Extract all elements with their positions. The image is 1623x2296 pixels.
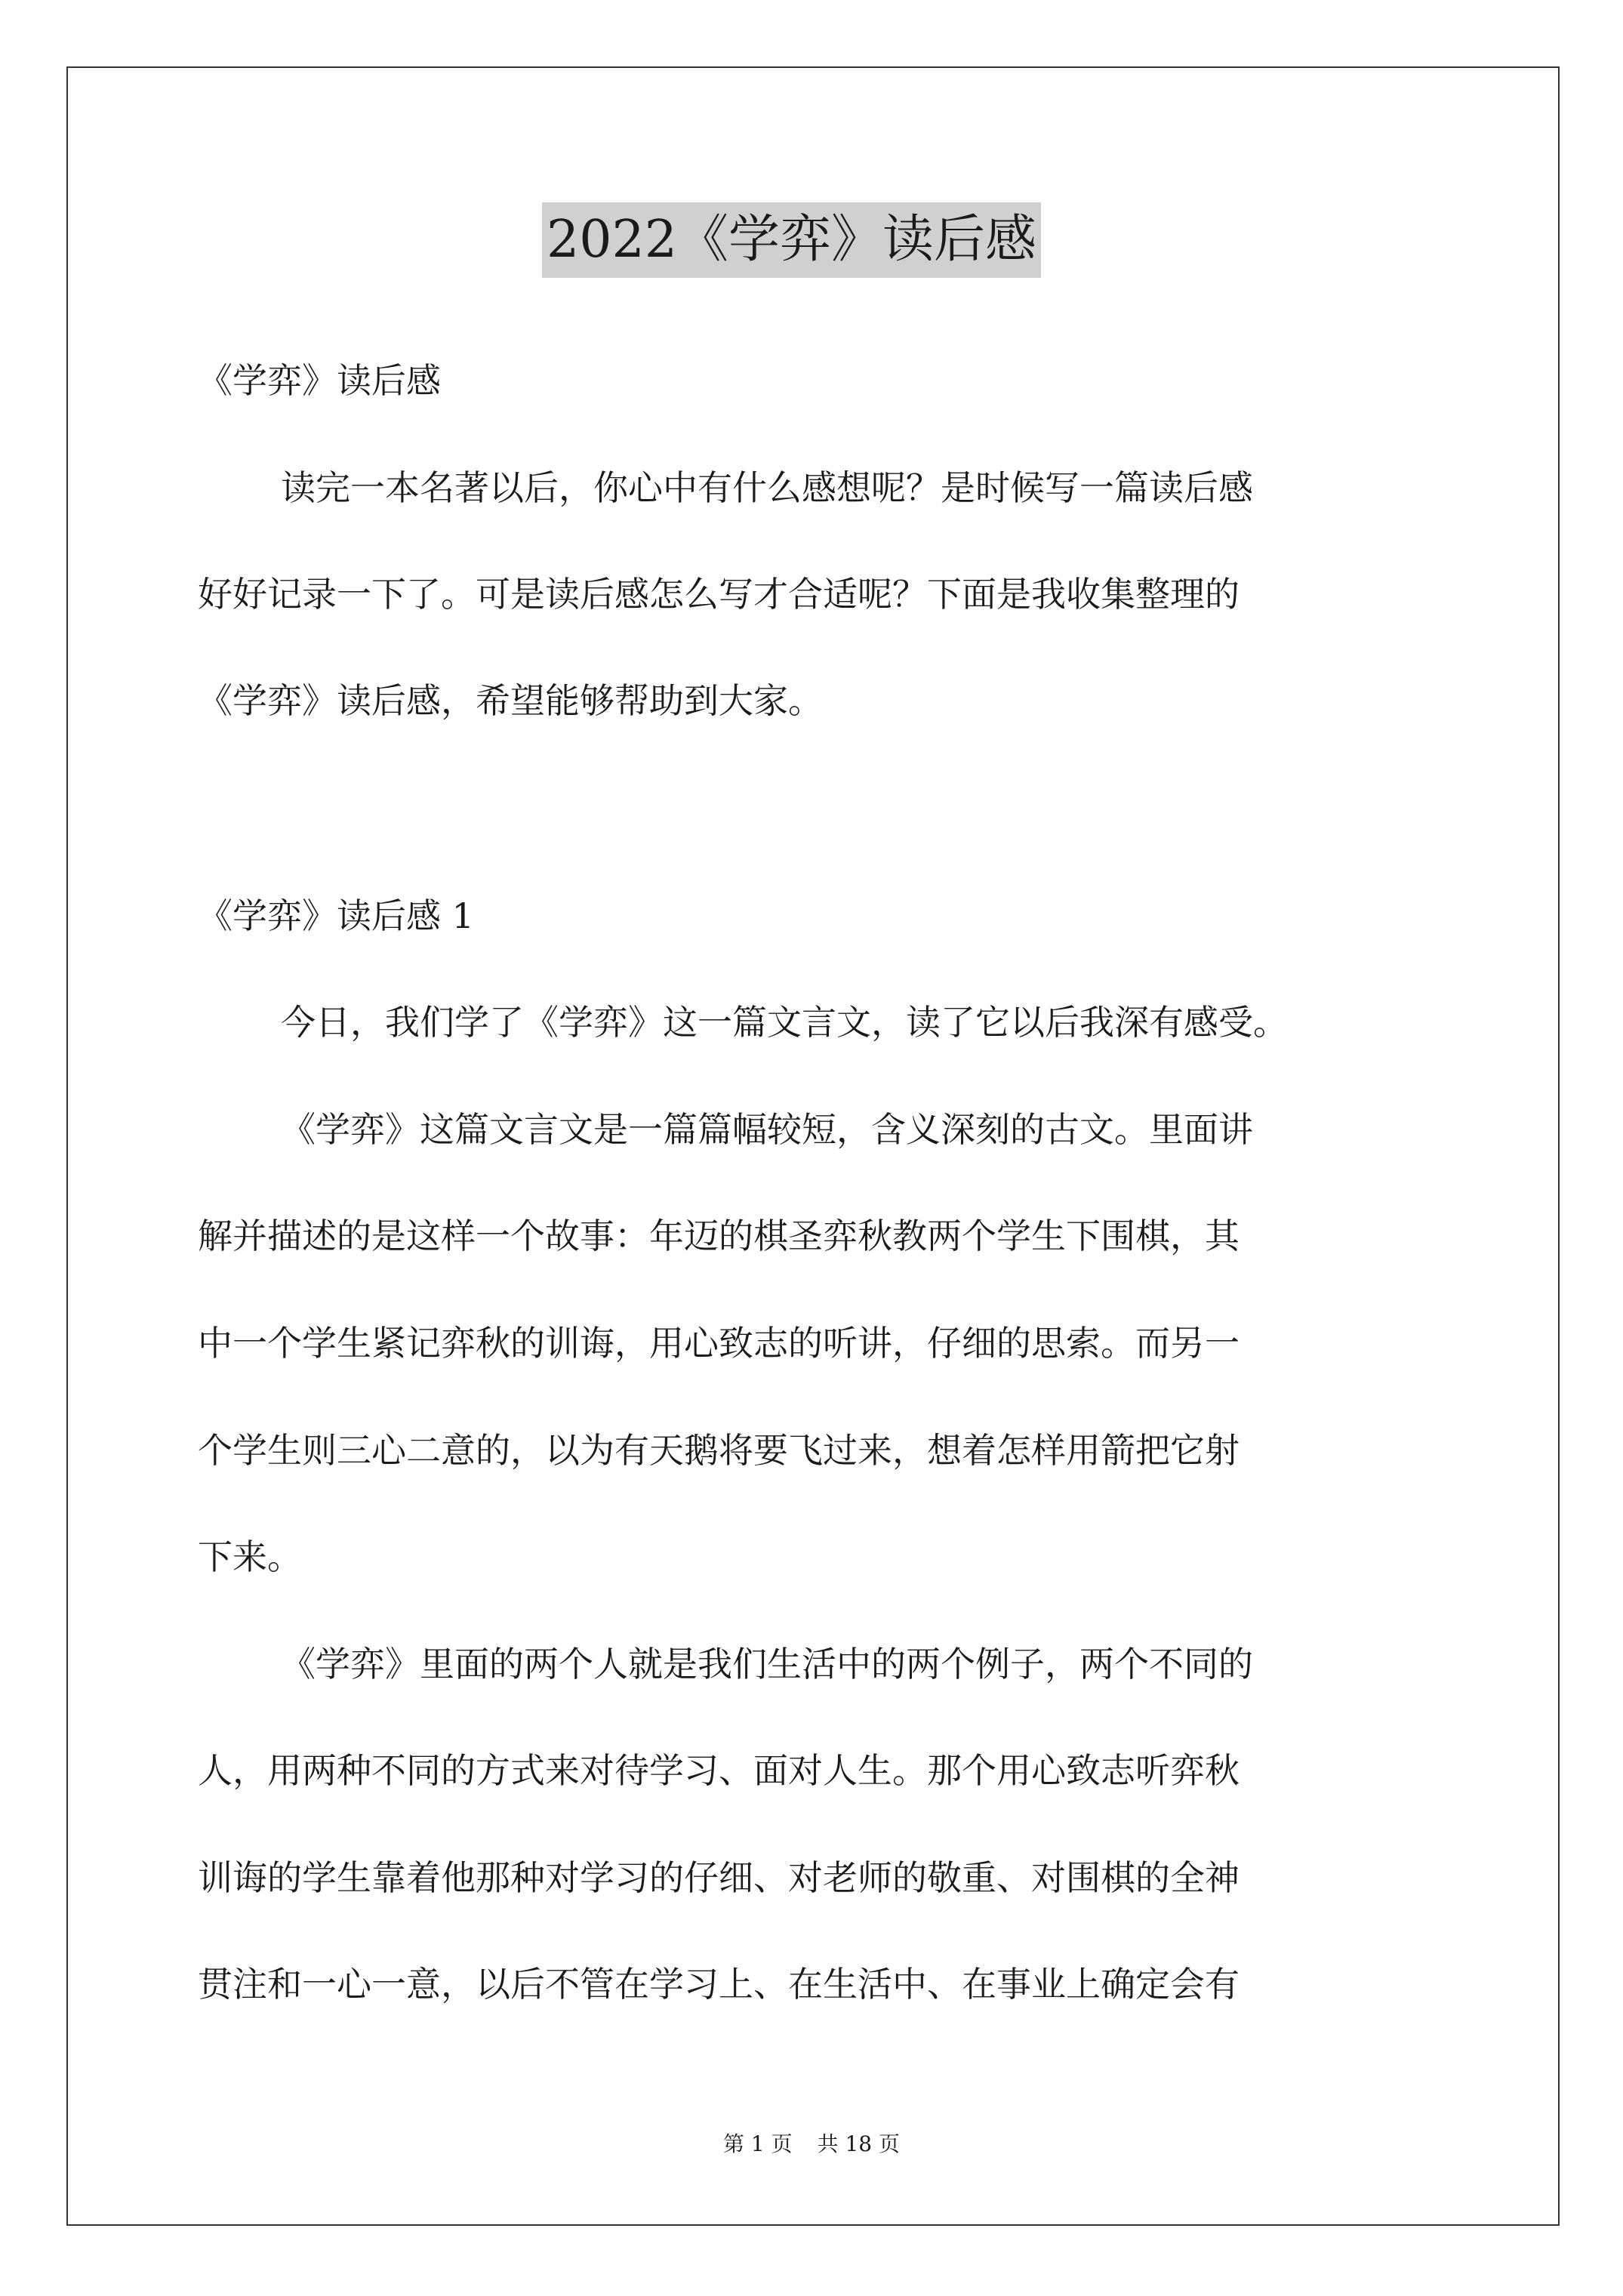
paragraph-line: 好好记录一下了。可是读后感怎么写才合适呢？下面是我收集整理的	[198, 574, 1240, 615]
paragraph-line: 训诲的学生靠着他那种对学习的仔细、对老师的敬重、对围棋的全神	[198, 1857, 1240, 1898]
paragraph-line: 人，用两种不同的方式来对待学习、面对人生。那个用心致志听弈秋	[198, 1750, 1240, 1791]
document-title: 2022《学弈》读后感	[542, 202, 1041, 278]
paragraph-line: 个学生则三心二意的，以为有天鹅将要飞过来，想着怎样用箭把它射	[198, 1430, 1240, 1471]
section-heading: 《学弈》读后感 1	[198, 895, 474, 936]
page-footer	[0, 2128, 1623, 2158]
intro-heading: 《学弈》读后感	[198, 360, 441, 401]
paragraph-line: 下来。	[198, 1536, 302, 1577]
paragraph-line: 《学弈》这篇文言文是一篇篇幅较短，含义深刻的古文。里面讲	[281, 1109, 1253, 1150]
paragraph-line: 《学弈》里面的两个人就是我们生活中的两个例子，两个不同的	[281, 1644, 1253, 1684]
paragraph-line: 贯注和一心一意，以后不管在学习上、在生活中、在事业上确定会有	[198, 1964, 1240, 2005]
paragraph-line: 中一个学生紧记弈秋的训诲，用心致志的听讲，仔细的思索。而另一	[198, 1323, 1240, 1364]
paragraph-line: 今日，我们学了《学弈》这一篇文言文，读了它以后我深有感受。	[281, 1002, 1288, 1043]
paragraph-line: 《学弈》读后感，希望能够帮助到大家。	[198, 680, 823, 721]
paragraph-line: 解并描述的是这样一个故事：年迈的棋圣弈秋教两个学生下围棋，其	[198, 1216, 1240, 1256]
page-total: 共 18 页	[817, 2131, 900, 2156]
page-number: 第 1 页	[723, 2131, 793, 2156]
paragraph-line: 读完一本名著以后，你心中有什么感想呢？是时候写一篇读后感	[281, 467, 1253, 508]
